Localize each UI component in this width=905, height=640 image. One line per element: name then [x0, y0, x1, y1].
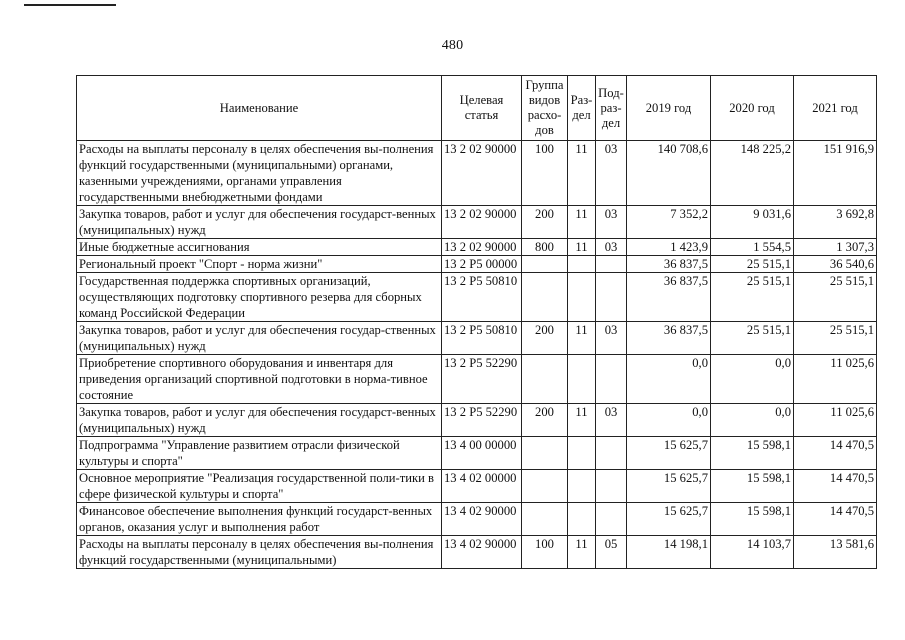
row-target-article: 13 2 P5 52290 [442, 404, 522, 437]
row-amount-2020: 0,0 [711, 404, 794, 437]
header-name: Наименование [77, 76, 442, 141]
row-amount-2020: 15 598,1 [711, 437, 794, 470]
row-amount-2019: 36 837,5 [627, 322, 711, 355]
row-subsection: 03 [596, 239, 627, 256]
row-section: 11 [568, 536, 596, 569]
row-amount-2021: 14 470,5 [794, 503, 877, 536]
row-amount-2019: 0,0 [627, 355, 711, 404]
row-amount-2021: 25 515,1 [794, 273, 877, 322]
table-header-row [77, 76, 877, 141]
row-target-article: 13 4 02 00000 [442, 470, 522, 503]
row-amount-2020: 25 515,1 [711, 322, 794, 355]
row-expense-group: 200 [522, 404, 568, 437]
row-amount-2021: 3 692,8 [794, 206, 877, 239]
header-2021: 2021 год [794, 76, 877, 141]
row-section: 11 [568, 141, 596, 206]
table-row [77, 470, 877, 503]
row-target-article: 13 2 02 90000 [442, 141, 522, 206]
row-amount-2019: 36 837,5 [627, 256, 711, 273]
row-target-article: 13 4 00 00000 [442, 437, 522, 470]
budget-table [76, 75, 877, 569]
row-amount-2019: 15 625,7 [627, 503, 711, 536]
row-amount-2020: 25 515,1 [711, 273, 794, 322]
row-amount-2020: 9 031,6 [711, 206, 794, 239]
row-amount-2020: 15 598,1 [711, 503, 794, 536]
row-subsection [596, 503, 627, 536]
table-row [77, 273, 877, 322]
row-amount-2021: 11 025,6 [794, 355, 877, 404]
row-subsection [596, 355, 627, 404]
row-target-article: 13 4 02 90000 [442, 536, 522, 569]
row-expense-group: 800 [522, 239, 568, 256]
row-target-article: 13 4 02 90000 [442, 503, 522, 536]
row-amount-2020: 0,0 [711, 355, 794, 404]
row-name: Финансовое обеспечение выполнения функций государст-венных органов, оказания услуг и выполнения работ [77, 503, 442, 536]
row-expense-group [522, 503, 568, 536]
row-name: Расходы на выплаты персоналу в целях обеспечения вы-полнения функций государственными (муниципальными) органами, казенными учреждениями, органами управления государственными внебюджетными фондами [77, 141, 442, 206]
table-row [77, 206, 877, 239]
row-section [568, 273, 596, 322]
table-row [77, 322, 877, 355]
row-name: Иные бюджетные ассигнования [77, 239, 442, 256]
row-amount-2021: 151 916,9 [794, 141, 877, 206]
table-row [77, 141, 877, 206]
row-expense-group: 200 [522, 206, 568, 239]
table-row [77, 355, 877, 404]
row-section [568, 256, 596, 273]
row-target-article: 13 2 P5 52290 [442, 355, 522, 404]
header-2020: 2020 год [711, 76, 794, 141]
row-section: 11 [568, 322, 596, 355]
table-row [77, 536, 877, 569]
header-2019: 2019 год [627, 76, 711, 141]
row-amount-2021: 14 470,5 [794, 470, 877, 503]
table-row [77, 437, 877, 470]
row-subsection: 03 [596, 404, 627, 437]
row-subsection: 03 [596, 206, 627, 239]
table-row [77, 239, 877, 256]
row-section: 11 [568, 404, 596, 437]
row-amount-2019: 1 423,9 [627, 239, 711, 256]
row-target-article: 13 2 02 90000 [442, 206, 522, 239]
row-name: Региональный проект "Спорт - норма жизни" [77, 256, 442, 273]
row-section [568, 437, 596, 470]
row-target-article: 13 2 P5 00000 [442, 256, 522, 273]
row-name: Расходы на выплаты персоналу в целях обеспечения вы-полнения функций государственными (муниципальными) [77, 536, 442, 569]
row-name: Закупка товаров, работ и услуг для обеспечения государ-ственных (муниципальных) нужд [77, 322, 442, 355]
row-section: 11 [568, 206, 596, 239]
row-expense-group [522, 355, 568, 404]
table-body [77, 141, 877, 569]
row-amount-2020: 148 225,2 [711, 141, 794, 206]
row-amount-2021: 13 581,6 [794, 536, 877, 569]
row-amount-2020: 25 515,1 [711, 256, 794, 273]
row-amount-2021: 1 307,3 [794, 239, 877, 256]
row-name: Подпрограмма "Управление развитием отрасли физической культуры и спорта" [77, 437, 442, 470]
row-amount-2019: 140 708,6 [627, 141, 711, 206]
row-subsection [596, 256, 627, 273]
header-target: Целевая статья [442, 76, 522, 141]
row-subsection [596, 470, 627, 503]
row-subsection [596, 273, 627, 322]
row-amount-2021: 14 470,5 [794, 437, 877, 470]
table-row [77, 503, 877, 536]
row-expense-group: 100 [522, 141, 568, 206]
row-name: Закупка товаров, работ и услуг для обеспечения государст-венных (муниципальных) нужд [77, 206, 442, 239]
row-name: Закупка товаров, работ и услуг для обеспечения государст-венных (муниципальных) нужд [77, 404, 442, 437]
row-section: 11 [568, 239, 596, 256]
row-amount-2019: 7 352,2 [627, 206, 711, 239]
row-amount-2019: 14 198,1 [627, 536, 711, 569]
row-expense-group [522, 470, 568, 503]
header-section: Раз-дел [568, 76, 596, 141]
row-section [568, 355, 596, 404]
top-left-rule [24, 4, 116, 6]
row-expense-group [522, 273, 568, 322]
row-subsection: 05 [596, 536, 627, 569]
row-amount-2021: 25 515,1 [794, 322, 877, 355]
row-amount-2019: 15 625,7 [627, 437, 711, 470]
page-number: 480 [441, 38, 464, 53]
row-amount-2019: 0,0 [627, 404, 711, 437]
row-name: Основное мероприятие "Реализация государственной поли-тики в сфере физической культуры и спорта" [77, 470, 442, 503]
row-expense-group: 100 [522, 536, 568, 569]
row-expense-group [522, 437, 568, 470]
row-target-article: 13 2 P5 50810 [442, 322, 522, 355]
row-amount-2019: 36 837,5 [627, 273, 711, 322]
row-amount-2021: 11 025,6 [794, 404, 877, 437]
header-group: Группа видов расхо-дов [522, 76, 568, 141]
row-section [568, 503, 596, 536]
row-subsection: 03 [596, 322, 627, 355]
row-target-article: 13 2 02 90000 [442, 239, 522, 256]
table-row [77, 404, 877, 437]
row-amount-2021: 36 540,6 [794, 256, 877, 273]
row-amount-2020: 15 598,1 [711, 470, 794, 503]
row-subsection [596, 437, 627, 470]
row-expense-group [522, 256, 568, 273]
row-amount-2020: 1 554,5 [711, 239, 794, 256]
row-name: Приобретение спортивного оборудования и инвентаря для приведения организаций спортивной подготовки в норма-тивное состояние [77, 355, 442, 404]
row-name: Государственная поддержка спортивных организаций, осуществляющих подготовку спортивного резерва для сборных команд Российской Федерации [77, 273, 442, 322]
row-target-article: 13 2 P5 50810 [442, 273, 522, 322]
header-subsection: Под-раз-дел [596, 76, 627, 141]
row-subsection: 03 [596, 141, 627, 206]
row-amount-2020: 14 103,7 [711, 536, 794, 569]
row-section [568, 470, 596, 503]
row-amount-2019: 15 625,7 [627, 470, 711, 503]
row-expense-group: 200 [522, 322, 568, 355]
table-row [77, 256, 877, 273]
